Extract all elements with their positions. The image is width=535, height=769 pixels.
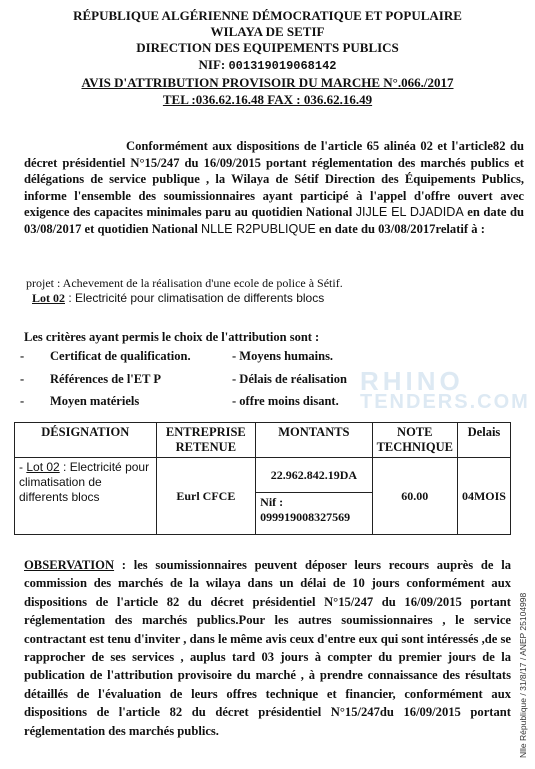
- header-avis-title: [0, 75, 535, 90]
- criteria-dash: -: [20, 349, 25, 363]
- watermark-line2: TENDERS.COM: [360, 391, 530, 413]
- criteria-right: - offre moins disant.: [232, 394, 339, 408]
- col-montants: MONTANTS: [256, 423, 372, 458]
- table-row: [15, 458, 511, 493]
- cell-designation: [15, 458, 157, 535]
- criteria-dash: -: [20, 372, 25, 386]
- criteria-title: Les critères ayant permis le choix de l'attribution sont :: [24, 330, 320, 344]
- criteria-left: Moyen matériels: [50, 394, 140, 408]
- header-nif: [0, 57, 535, 74]
- observation-text: : les soumissionnaires peuvent déposer leurs recours auprès de la commission des marchés de la wilaya dans un délai de 10 jours conformément aux dispositions de l'article 82 du décret présidentiel N°15/247 du 16/09/2015 portant réglementation des marchés publics.Pour les autres soumissionnaires , le service contractant est tenu d'inviter , dans le même avis ceux d'entre eux qui sont intéressés ,de se rapprocher de ses services , auplus tard 03 jours à compter du premier jours de la publication de l'attribution provisoire du marché , à prendre connaissance des résultats détaillés de l'évaluation de leurs offres technique et financier, conformément aux dispositions de l'article 82 du décret présidentiel N°15/247du 16/09/2015 portant réglementation des marchés publics.: [24, 558, 511, 738]
- cell-nif: [256, 493, 372, 535]
- project-lot: [24, 291, 343, 306]
- col-entreprise: ENTREPRISE RETENUE: [156, 423, 256, 458]
- project-lot-text: : Electricité pour climatisation de differents blocs: [65, 291, 325, 305]
- cell-amount: 22.962.842.19DA: [256, 458, 372, 493]
- nif-label: Nif :: [260, 495, 284, 509]
- cell-delay: 04MOIS: [457, 458, 510, 535]
- intro-end: en date du 03/08/2017relatif à :: [315, 221, 485, 236]
- observation-label: OBSERVATION: [24, 558, 115, 572]
- col-note: NOTE TECHNIQUE: [372, 423, 457, 458]
- nif-label: NIF:: [198, 57, 229, 72]
- newspaper-1: JIJLE EL DJADIDA: [355, 205, 464, 220]
- col-delais: Delais: [457, 423, 510, 458]
- project-line: projet : Achevement de la réalisation d'une ecole de police à Sétif.: [26, 276, 343, 290]
- criteria-left: Certificat de qualification.: [50, 349, 191, 363]
- criteria-right: - Moyens humains.: [232, 349, 334, 363]
- criteria-dash: -: [20, 394, 25, 408]
- table-header-row: [15, 423, 511, 458]
- avis-number: .066./2017: [397, 75, 454, 90]
- header-wilaya: WILAYA DE SETIF: [210, 24, 325, 39]
- newspaper-2: NLLE R2PUBLIQUE: [201, 221, 316, 236]
- intro-paragraph: [24, 138, 524, 238]
- attribution-table: [14, 422, 511, 535]
- cell-note: 60.00: [372, 458, 457, 535]
- header-contact: TEL :036.62.16.48 FAX : 036.62.16.49: [162, 92, 373, 107]
- header-direction: DIRECTION DES EQUIPEMENTS PUBLICS: [136, 40, 399, 55]
- project-lot-label: Lot 02: [32, 291, 65, 305]
- intro-mid: en date du 03/08/2017 et quotidien National: [24, 205, 524, 236]
- observation-paragraph: [24, 556, 511, 740]
- nif-value: 001319019068142: [228, 59, 337, 73]
- watermark-line1: RHINO: [360, 366, 464, 396]
- lot-label: Lot 02: [26, 460, 60, 474]
- intro-text: Conformément aux dispositions de l'article 65 alinéa 02 et l'article82 du décret présidentiel N°15/247 du 16/09/2015 portant réglementation des marchés publics et délégations de service publique , la Wilaya de Sétif Direction des Équipements Publics, informe l'ensemble des soumissionnaires ayant participé à l'appel d'offre ouvert avec exigence des capacites minimales paru au quotidien National: [24, 139, 524, 220]
- header-republic: RÉPUBLIQUE ALGÉRIENNE DÉMOCRATIQUE ET POPULAIRE: [73, 8, 462, 23]
- watermark: [360, 366, 530, 413]
- cell-company: Eurl CFCE: [156, 458, 256, 535]
- col-designation: DÉSIGNATION: [15, 423, 157, 458]
- criteria-right: - Délais de réalisation: [232, 372, 347, 386]
- nif-value: 099919008327569: [260, 510, 351, 524]
- criteria-left: Références de l'ET P: [50, 372, 161, 386]
- lot-text: : Electricité pour climatisation de differents blocs: [19, 460, 150, 504]
- project-block: [24, 276, 343, 306]
- lot-prefix: -: [19, 460, 27, 474]
- side-reference: Nlle République / 31/8/17 / ANEP 25104998: [518, 592, 528, 758]
- avis-label: AVIS D'ATTRIBUTION PROVISOIR DU MARCHE N°: [81, 75, 398, 90]
